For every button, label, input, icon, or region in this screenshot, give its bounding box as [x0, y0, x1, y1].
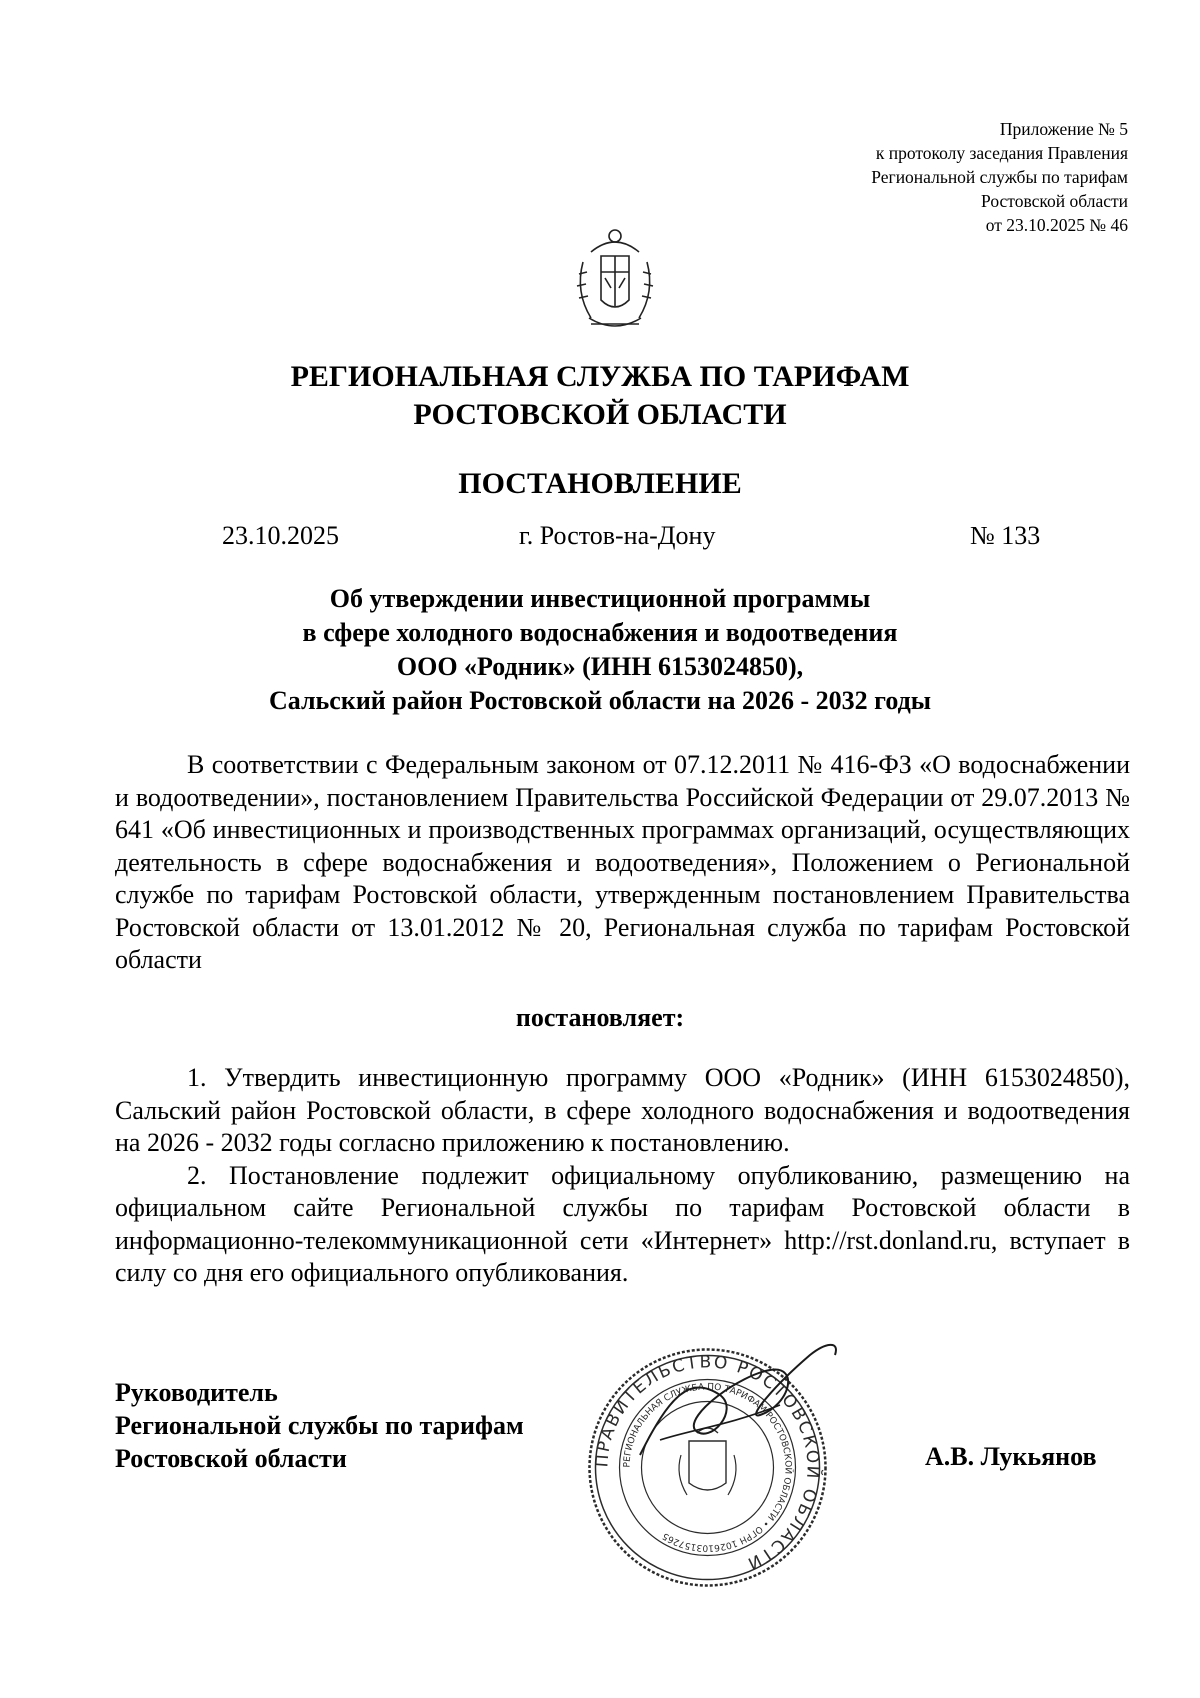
- document-type-heading: ПОСТАНОВЛЕНИЕ: [458, 467, 742, 500]
- appendix-line: к протоколу заседания Правления: [875, 143, 1128, 163]
- appendix-line: Приложение № 5: [999, 119, 1128, 139]
- organization-title-line: РЕГИОНАЛЬНАЯ СЛУЖБА ПО ТАРИФАМ: [290, 360, 910, 393]
- subject-line: Сальский район Ростовской области на 2026 - 2032 годы: [268, 686, 932, 715]
- clause-item: 2. Постановление подлежит официальному опубликованию, размещению на официальном сайте Региональной службы по тарифам Ростовской области в информационно-телекоммуникационной сети «Интернет» http://rst.donland.ru, вступает в силу со дня его официального опубликования.: [115, 1160, 1130, 1287]
- document-subject: [0, 582, 1200, 718]
- signatory-position: [115, 1376, 524, 1475]
- appendix-line: Региональной службы по тарифам: [871, 167, 1128, 187]
- handwritten-signature: [600, 1335, 880, 1475]
- subject-line: в сфере холодного водоснабжения и водоотведения: [302, 618, 898, 647]
- appendix-reference: [871, 117, 1128, 237]
- seal-inner-text: РЕГИОНАЛЬНАЯ СЛУЖБА ПО ТАРИФАМ РОСТОВСКОЙ ОБЛАСТИ • ОГРН 1026103157265: [622, 1382, 793, 1553]
- resolves-heading: постановляет:: [515, 1003, 685, 1032]
- clause-item: 1. Утвердить инвестиционную программу ООО «Родник» (ИНН 6153024850), Сальский район Ростовской области, в сфере холодного водоснабжения и водоотведения на 2026 - 2032 годы согласно приложению к постановлению.: [115, 1063, 1130, 1157]
- signatory-name: А.В. Лукьянов: [925, 1442, 1097, 1471]
- document-date: 23.10.2025: [222, 521, 339, 550]
- preamble-paragraph: [115, 749, 1130, 977]
- document-number: № 133: [970, 521, 1041, 550]
- seal-outer-text: ПРАВИТЕЛЬСТВО РОСТОВСКОЙ ОБЛАСТИ: [592, 1352, 823, 1575]
- coat-of-arms-emblem: [561, 222, 669, 342]
- signatory-position-line: Региональной службы по тарифам: [115, 1411, 524, 1440]
- clauses-list: [115, 1062, 1130, 1290]
- signatory-position-line: Ростовской области: [115, 1444, 347, 1473]
- organization-title-line: РОСТОВСКОЙ ОБЛАСТИ: [413, 398, 787, 431]
- document-city: г. Ростов-на-Дону: [519, 521, 716, 550]
- appendix-line: от 23.10.2025 № 46: [985, 215, 1128, 235]
- subject-line: Об утверждении инвестиционной программы: [329, 584, 871, 613]
- subject-line: ООО «Родник» (ИНН 6153024850),: [396, 652, 804, 681]
- preamble-text: В соответствии с Федеральным законом от 07.12.2011 № 416-ФЗ «О водоснабжении и водоотведении», постановлением Правительства Российской Федерации от 29.07.2013 № 641 «Об инвестиционных и производственных программах организаций, осуществляющих деятельность в сфере водоснабжения и водоотведения», Положением о Региональной службе по тарифам Ростовской области, утвержденным постановлением Правительства Ростовской области от 13.01.2012 № 20, Региональная служба по тарифам Ростовской области: [115, 750, 1130, 974]
- appendix-line: Ростовской области: [981, 191, 1128, 211]
- organization-title: [0, 358, 1200, 434]
- signatory-position-line: Руководитель: [115, 1378, 278, 1407]
